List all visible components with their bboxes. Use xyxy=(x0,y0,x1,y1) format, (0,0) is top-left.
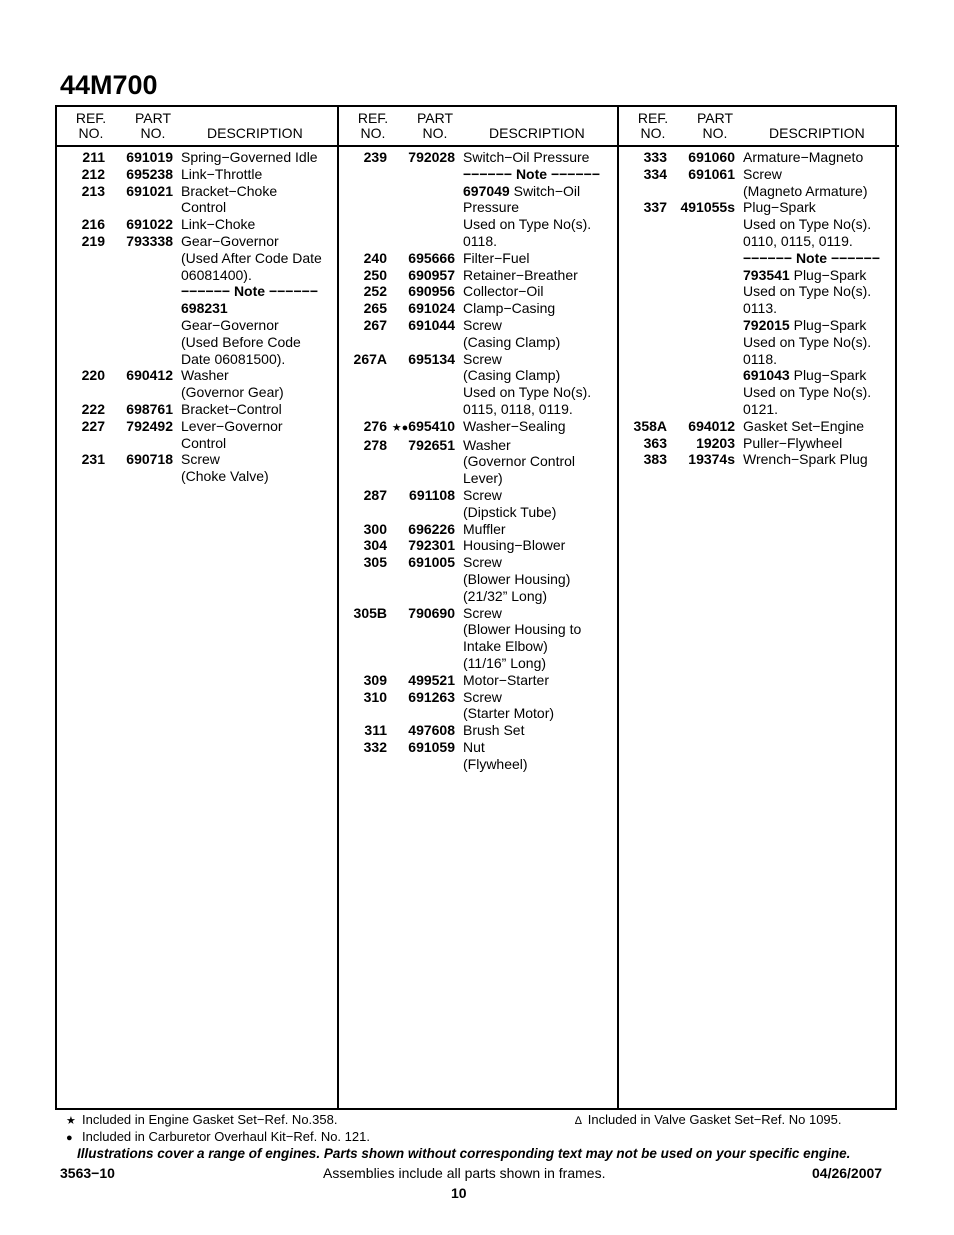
part-description: Housing−Blower xyxy=(463,537,566,554)
part-number: 792301 xyxy=(408,537,455,554)
alternate-part-number: 792015 xyxy=(743,316,790,333)
part-number xyxy=(667,317,735,367)
part-row xyxy=(339,300,619,317)
ref-number: 213 xyxy=(81,182,105,199)
part-description: Bracket−Choke Control xyxy=(181,182,278,216)
ref-number xyxy=(619,267,667,317)
alternate-part-number: 793541 xyxy=(743,266,790,283)
part-description: Screw (Choke Valve) xyxy=(181,451,269,485)
part-number: 690956 xyxy=(408,283,455,300)
part-number: 792492 xyxy=(126,417,173,434)
ref-number: 231 xyxy=(81,451,105,468)
footnote-dot xyxy=(66,1129,370,1146)
part-number: 694012 xyxy=(688,417,735,434)
parts-column-1 xyxy=(57,107,337,1108)
part-row xyxy=(619,166,899,200)
part-description: Screw (Blower Housing) (21/32” Long) xyxy=(463,554,571,604)
note-header: −−−−−− Note −−−−−− xyxy=(463,165,600,182)
alternate-part-name: Plug−Spark xyxy=(789,367,867,384)
parts-column-2 xyxy=(337,107,619,1108)
header-line: NO. xyxy=(140,125,166,141)
ref-number xyxy=(339,166,387,183)
part-number xyxy=(387,166,455,183)
part-row xyxy=(339,689,619,723)
part-description: Nut (Flywheel) xyxy=(463,738,528,772)
part-row xyxy=(339,317,619,351)
ref-number xyxy=(339,183,387,250)
footnote-dot-text: Included in Carburetor Overhaul Kit−Ref. No. 121. xyxy=(82,1129,370,1144)
part-number: 691019 xyxy=(126,149,173,165)
ref-number: 265 xyxy=(363,300,387,317)
part-description: Gasket Set−Engine xyxy=(743,417,865,434)
part-row xyxy=(57,183,337,217)
part-row xyxy=(339,267,619,284)
header-line: NO. xyxy=(360,125,386,141)
part-row xyxy=(57,166,337,183)
star-icon: ★ xyxy=(66,1115,76,1127)
part-description: Washer (Governor Gear) xyxy=(181,367,284,401)
part-row xyxy=(619,267,899,317)
bullet-icon: ● xyxy=(66,1132,73,1144)
ref-number: 358A xyxy=(633,417,667,434)
part-row xyxy=(57,283,337,300)
part-row xyxy=(619,451,899,468)
ref-number: 276 xyxy=(363,417,387,434)
ref-number xyxy=(619,250,667,267)
part-number: 698761 xyxy=(126,400,173,417)
parts-rows xyxy=(57,149,337,485)
part-description xyxy=(173,283,337,300)
part-no-header xyxy=(129,111,177,141)
footnote-star-text: Included in Engine Gasket Set−Ref. No.358. xyxy=(82,1112,338,1127)
part-row xyxy=(339,418,619,437)
part-number: 691022 xyxy=(126,216,173,233)
header-line: NO. xyxy=(702,125,728,141)
ref-number: 305 xyxy=(363,554,387,571)
alternate-part-number: 698231 xyxy=(181,300,228,317)
part-row xyxy=(339,166,619,183)
part-description: 793541 Plug−Spark Used on Type No(s). 0113. xyxy=(743,266,872,317)
part-number: 690412 xyxy=(126,367,173,384)
part-description xyxy=(455,166,619,183)
part-row xyxy=(57,149,337,166)
ref-number xyxy=(57,283,105,300)
part-row xyxy=(339,554,619,604)
part-description: Link−Choke xyxy=(181,216,256,233)
ref-number: 334 xyxy=(643,165,667,182)
header-line: PART xyxy=(696,110,734,126)
part-description: Washer−Sealing xyxy=(463,417,566,434)
part-number: 695238 xyxy=(126,165,173,182)
part-row xyxy=(619,199,899,249)
part-number: 491055s xyxy=(680,199,735,216)
ref-number: 267A xyxy=(353,350,387,367)
part-row xyxy=(339,351,619,418)
part-row xyxy=(339,437,619,487)
ref-number xyxy=(619,317,667,367)
part-description: Screw (Starter Motor) xyxy=(463,688,555,722)
part-number: 691005 xyxy=(408,554,455,571)
part-description: Motor−Starter xyxy=(463,671,549,688)
note-header: −−−−−− Note −−−−−− xyxy=(181,283,318,300)
disclaimer: Illustrations cover a range of engines. Parts shown without corresponding text may not be used on your specific engine. xyxy=(77,1146,851,1161)
part-row xyxy=(57,451,337,485)
header-line: PART xyxy=(134,110,172,126)
part-row xyxy=(339,722,619,739)
part-number: 690718 xyxy=(126,451,173,468)
page-number: 10 xyxy=(451,1185,467,1201)
ref-number xyxy=(619,367,667,417)
ref-number: 239 xyxy=(363,149,387,165)
part-description: Spring−Governed Idle xyxy=(181,149,318,165)
part-number: 792028 xyxy=(408,149,455,165)
part-number: 691060 xyxy=(688,149,735,165)
ref-number: 240 xyxy=(363,249,387,266)
part-number: 691108 xyxy=(409,486,455,503)
part-description xyxy=(735,250,899,267)
alternate-part-name: Plug−Spark xyxy=(789,266,867,283)
description-header: DESCRIPTION xyxy=(207,125,303,141)
part-row xyxy=(339,250,619,267)
part-number: 691263 xyxy=(408,688,455,705)
document-code: 3563−10 xyxy=(60,1165,115,1181)
parts-rows xyxy=(619,149,899,468)
part-number xyxy=(105,300,173,367)
part-row xyxy=(57,216,337,233)
part-description: Plug−Spark Used on Type No(s). 0110, 0115, 0119. xyxy=(743,199,872,249)
header-line: NO. xyxy=(78,125,104,141)
ref-number: 278 xyxy=(363,436,387,453)
part-number: ★●695410 xyxy=(391,417,455,434)
part-row xyxy=(57,367,337,401)
part-number xyxy=(667,367,735,417)
part-description: Filter−Fuel xyxy=(463,249,530,266)
ref-number: 311 xyxy=(364,722,387,739)
part-row xyxy=(339,149,619,166)
part-number: 690957 xyxy=(408,266,455,283)
part-no-header xyxy=(691,111,739,141)
column-header xyxy=(57,111,337,147)
part-number: 695666 xyxy=(408,249,455,266)
header-line: PART xyxy=(416,110,454,126)
ref-no-header xyxy=(633,111,673,141)
ref-number: 220 xyxy=(81,367,105,384)
ref-no-header xyxy=(71,111,111,141)
ref-number: 304 xyxy=(363,537,387,554)
part-description: Screw (Casing Clamp) xyxy=(463,316,561,350)
part-description: Switch−Oil Pressure xyxy=(463,149,590,165)
part-description: Screw (Casing Clamp) Used on Type No(s). 0115, 0118, 0119. xyxy=(463,350,592,417)
parts-rows xyxy=(339,149,619,772)
part-number xyxy=(667,267,735,317)
header-line: NO. xyxy=(422,125,448,141)
part-row xyxy=(57,401,337,418)
part-row xyxy=(619,418,899,435)
part-row xyxy=(57,418,337,452)
part-number: 696226 xyxy=(408,520,455,537)
ref-number: 363 xyxy=(643,434,667,451)
column-header xyxy=(619,111,899,147)
part-row xyxy=(339,537,619,554)
ref-number: 211 xyxy=(82,149,105,165)
ref-number: 219 xyxy=(81,232,105,249)
footnotes-left xyxy=(66,1112,370,1146)
part-description: Gear−Governor (Used After Code Date 06081400). xyxy=(181,232,322,283)
part-number: 695134 xyxy=(408,350,455,367)
parts-column-3 xyxy=(617,107,899,1108)
part-description: Bracket−Control xyxy=(181,400,282,417)
ref-number: 309 xyxy=(363,671,387,688)
part-description: Armature−Magneto xyxy=(743,149,864,165)
ref-no-header xyxy=(353,111,393,141)
ref-number: 333 xyxy=(643,149,667,165)
part-row xyxy=(339,183,619,250)
document-date: 04/26/2007 xyxy=(812,1165,883,1181)
part-number: 691061 xyxy=(688,165,735,182)
alternate-part-number: 697049 xyxy=(463,182,510,199)
part-number: 19374s xyxy=(688,451,735,468)
part-row xyxy=(619,149,899,166)
part-number xyxy=(667,250,735,267)
part-description: Lever−Governor Control xyxy=(181,417,283,451)
part-description: Screw (Blower Housing to Intake Elbow) (11/16” Long) xyxy=(463,604,582,671)
part-number: 793338 xyxy=(126,232,173,249)
part-number: 691024 xyxy=(408,300,455,317)
description-header: DESCRIPTION xyxy=(769,125,865,141)
part-number: 691021 xyxy=(126,182,173,199)
alternate-part-name: Plug−Spark xyxy=(789,316,867,333)
column-header xyxy=(339,111,619,147)
part-number: 792651 xyxy=(408,436,455,453)
header-line: REF. xyxy=(357,110,389,126)
ref-number: 383 xyxy=(643,451,667,468)
ref-number: 287 xyxy=(363,486,387,503)
part-row xyxy=(339,739,619,773)
alternate-part-name: Switch−Oil xyxy=(509,182,581,199)
footnote-delta xyxy=(575,1112,842,1127)
part-description: 697049 Switch−Oil Pressure Used on Type No(s). 0118. xyxy=(463,182,592,249)
part-row xyxy=(339,605,619,672)
assemblies-note: Assemblies include all parts shown in frames. xyxy=(323,1165,606,1181)
ref-number xyxy=(57,300,105,367)
page-title: 44M700 xyxy=(60,70,158,100)
header-line: NO. xyxy=(640,125,666,141)
delta-icon: ∆ xyxy=(575,1115,582,1127)
part-number xyxy=(387,183,455,250)
part-row xyxy=(619,250,899,267)
part-row xyxy=(339,283,619,300)
footnote-marks: ★● xyxy=(391,421,409,434)
part-number: 19203 xyxy=(696,434,735,451)
part-row xyxy=(619,317,899,367)
part-description: Link−Throttle xyxy=(181,165,263,182)
part-row xyxy=(57,233,337,283)
part-row xyxy=(339,521,619,538)
part-row xyxy=(619,367,899,417)
part-description: Screw (Magneto Armature) xyxy=(743,165,868,199)
part-description: Screw (Dipstick Tube) xyxy=(463,486,557,520)
part-number: 691059 xyxy=(408,738,455,755)
part-row xyxy=(339,672,619,689)
part-description: 792015 Plug−Spark Used on Type No(s). 0118. xyxy=(743,316,872,367)
header-line: REF. xyxy=(637,110,669,126)
parts-list-frame xyxy=(55,105,897,1110)
note-header: −−−−−− Note −−−−−− xyxy=(743,249,880,266)
part-description: Wrench−Spark Plug xyxy=(743,451,868,468)
part-number: 499521 xyxy=(408,671,455,688)
ref-number: 216 xyxy=(81,216,105,233)
part-description: Collector−Oil xyxy=(463,283,544,300)
part-no-header xyxy=(411,111,459,141)
part-row xyxy=(57,300,337,367)
ref-number: 305B xyxy=(353,604,387,621)
part-description: Washer (Governor Control Lever) xyxy=(463,436,576,487)
part-description: 691043 Plug−Spark Used on Type No(s). 0121. xyxy=(743,367,872,417)
alternate-part-number: 691043 xyxy=(743,367,790,384)
part-number xyxy=(105,283,173,300)
footnote-star xyxy=(66,1112,370,1129)
part-description: Puller−Flywheel xyxy=(743,434,843,451)
ref-number: 267 xyxy=(363,316,387,333)
ref-number: 212 xyxy=(81,165,105,182)
part-description: Muffler xyxy=(463,520,506,537)
ref-number: 222 xyxy=(81,400,105,417)
header-line: REF. xyxy=(75,110,107,126)
ref-number: 227 xyxy=(81,417,105,434)
footnote-delta-text: Included in Valve Gasket Set−Ref. No 1095. xyxy=(587,1112,842,1127)
ref-number: 252 xyxy=(363,283,387,300)
part-number: 790690 xyxy=(408,604,455,621)
part-number: 497608 xyxy=(408,722,455,739)
ref-number: 332 xyxy=(363,738,387,755)
part-description: Retainer−Breather xyxy=(463,266,578,283)
part-number: 691044 xyxy=(408,316,455,333)
part-row xyxy=(339,487,619,521)
ref-number: 300 xyxy=(363,520,387,537)
part-description: Clamp−Casing xyxy=(463,300,556,317)
part-description: 698231 Gear−Governor (Used Before Code Date 06081500). xyxy=(181,300,301,367)
ref-number: 337 xyxy=(643,199,667,216)
part-description: Brush Set xyxy=(463,722,525,739)
description-header: DESCRIPTION xyxy=(489,125,585,141)
part-row xyxy=(619,435,899,452)
ref-number: 250 xyxy=(363,266,387,283)
ref-number: 310 xyxy=(363,688,387,705)
